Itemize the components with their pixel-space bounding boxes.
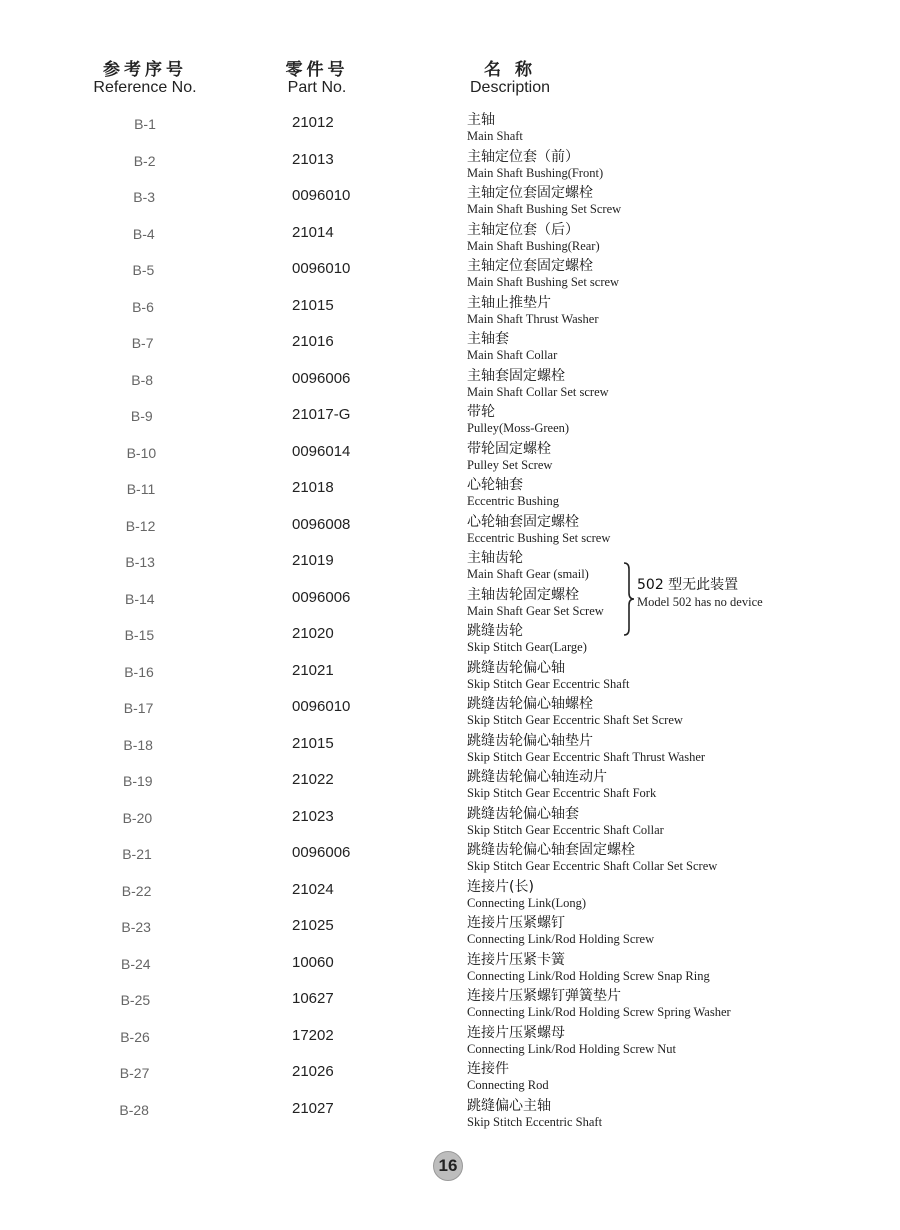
description-cn: 跳缝齿轮偏心轴螺栓: [467, 696, 593, 712]
description-en: Main Shaft Gear Set Screw: [467, 603, 604, 618]
table-row: [0, 986, 900, 1023]
reference-no: B-1: [134, 116, 156, 132]
reference-no: B-26: [120, 1028, 150, 1045]
reference-no: B-13: [125, 554, 155, 570]
description-cn: 跳缝齿轮偏心轴套: [467, 805, 579, 822]
table-row: [0, 694, 900, 731]
reference-no: B-20: [122, 809, 153, 826]
part-no: 21015: [292, 734, 334, 752]
description-cn: 跳缝齿轮: [467, 623, 523, 639]
reference-no: B-9: [130, 408, 153, 424]
reference-no: B-21: [122, 846, 152, 862]
part-no: 21013: [292, 150, 334, 168]
table-row: [0, 293, 900, 330]
description-en: Main Shaft: [467, 129, 523, 143]
table-row: [0, 950, 900, 987]
description-cn: 主轴齿轮: [467, 550, 523, 566]
description: [467, 186, 621, 216]
description-cn: 带轮: [467, 404, 495, 420]
description-cn: 连接片压紧螺钉弹簧垫片: [467, 988, 621, 1004]
description-en: Connecting Link/Rod Holding Screw: [467, 932, 655, 946]
description-en: Connecting Link(Long): [467, 895, 587, 910]
description: [467, 223, 600, 253]
description-cn: 连接件: [467, 1061, 509, 1077]
part-no: 0096014: [292, 442, 351, 460]
description: [467, 807, 664, 837]
reference-no: B-11: [126, 481, 156, 497]
part-no: 21018: [292, 479, 334, 496]
table-row: [0, 804, 900, 841]
description-en: Connecting Rod: [467, 1078, 549, 1092]
table-row: [0, 548, 900, 585]
description: [467, 478, 559, 508]
part-no: 21026: [292, 1063, 334, 1080]
description-en: Main Shaft Bushing Set Screw: [467, 202, 622, 216]
description-cn: 主轴套: [467, 331, 509, 347]
table-row: [0, 512, 900, 549]
reference-no: B-5: [132, 262, 155, 278]
description: [467, 697, 683, 727]
reference-no: B-28: [119, 1101, 149, 1118]
model-note: [637, 578, 763, 609]
description: [467, 734, 705, 764]
description: [467, 916, 654, 946]
description-cn: 跳缝齿轮偏心轴套固定螺栓: [467, 842, 635, 858]
part-no: 21014: [292, 223, 334, 241]
part-no: 0096010: [292, 698, 351, 715]
description-en: Skip Stitch Gear Eccentric Shaft Thrust Washer: [467, 749, 706, 764]
description: [467, 405, 569, 435]
description: [467, 661, 629, 691]
group-brace: [621, 562, 635, 636]
part-no: 10627: [292, 990, 334, 1007]
description-en: Main Shaft Bushing(Rear): [467, 238, 600, 253]
part-no: 21016: [292, 333, 334, 350]
reference-no: B-7: [131, 335, 154, 351]
part-no: 21021: [292, 661, 334, 679]
header-description: [462, 62, 558, 96]
description-en: Pulley Set Screw: [467, 457, 553, 472]
table-row: [0, 183, 900, 220]
description: [467, 369, 609, 399]
description: [467, 442, 552, 472]
description-en: Skip Stitch Gear(Large): [467, 640, 587, 654]
part-no: 10060: [292, 953, 334, 971]
table-row: [0, 329, 900, 366]
header-reference-en: Reference No.: [93, 79, 197, 96]
description-en: Main Shaft Collar: [467, 348, 558, 362]
description-en: Main Shaft Gear (smail): [467, 567, 589, 581]
description-cn: 跳缝齿轮偏心轴: [467, 659, 565, 676]
description: [467, 588, 604, 618]
table-row: [0, 439, 900, 476]
description: [467, 843, 717, 873]
description-cn: 连接片压紧螺钉: [467, 915, 565, 931]
table-row: [0, 402, 900, 439]
part-no: 21012: [292, 114, 334, 131]
description-cn: 主轴定位套固定螺栓: [467, 185, 593, 201]
reference-no: B-6: [132, 298, 154, 315]
reference-no: B-8: [131, 371, 154, 388]
reference-no: B-24: [121, 955, 151, 972]
description-cn: 主轴定位套固定螺栓: [467, 258, 593, 274]
description-cn: 心轮轴套固定螺栓: [467, 513, 579, 530]
reference-no: B-25: [120, 992, 151, 1008]
reference-no: B-22: [121, 882, 152, 899]
description: [467, 259, 619, 289]
header-description-en: Description: [469, 79, 551, 96]
header-description-cn: 名 称: [484, 60, 536, 80]
header-reference-cn: 参考序号: [103, 60, 187, 80]
table-row: [0, 147, 900, 184]
description-en: Skip Stitch Gear Eccentric Shaft: [467, 676, 630, 691]
reference-no: B-17: [123, 700, 154, 716]
description-cn: 主轴齿轮固定螺栓: [467, 586, 579, 603]
reference-no: B-18: [123, 736, 153, 753]
description-en: Connecting Link/Rod Holding Screw Nut: [467, 1041, 677, 1056]
description-en: Skip Stitch Gear Eccentric Shaft Set Screw: [467, 713, 683, 727]
description: [467, 989, 731, 1019]
part-no: 0096006: [292, 844, 351, 861]
header-part-no: [262, 62, 372, 96]
description-en: Main Shaft Bushing(Front): [467, 165, 604, 180]
description: [467, 953, 710, 983]
table-row: [0, 475, 900, 512]
description: [467, 332, 557, 362]
table-row: [0, 658, 900, 695]
table-row: [0, 256, 900, 293]
part-no: 21025: [292, 917, 334, 934]
reference-no: B-23: [121, 919, 151, 935]
table-row: [0, 366, 900, 403]
reference-no: B-10: [126, 444, 157, 461]
part-no: 0096006: [292, 588, 351, 606]
reference-no: B-27: [119, 1065, 150, 1081]
part-no: 0096008: [292, 515, 351, 533]
description-cn: 跳缝齿轮偏心轴垫片: [467, 732, 593, 749]
page-number: 16: [433, 1151, 463, 1181]
header-reference-no: [80, 62, 210, 96]
description-cn: 连接片压紧螺母: [467, 1024, 565, 1041]
table-row: [0, 1096, 900, 1133]
description: [467, 150, 603, 180]
description: [467, 551, 589, 581]
reference-no: B-15: [124, 627, 155, 643]
description: [467, 515, 610, 545]
table-row: [0, 913, 900, 950]
description-en: Main Shaft Thrust Washer: [467, 311, 599, 326]
description: [467, 880, 586, 910]
description-en: Skip Stitch Gear Eccentric Shaft Fork: [467, 786, 657, 800]
part-no: 21015: [292, 296, 334, 314]
description: [467, 1026, 676, 1056]
description-en: Main Shaft Bushing Set screw: [467, 275, 620, 289]
description: [467, 113, 523, 143]
part-no: 21019: [292, 552, 334, 569]
description-en: Eccentric Bushing: [467, 494, 559, 508]
table-row: [0, 840, 900, 877]
description-cn: 主轴: [467, 112, 495, 128]
part-no: 21017-G: [292, 406, 351, 423]
reference-no: B-2: [133, 152, 156, 169]
description-en: Pulley(Moss-Green): [467, 421, 570, 435]
model-note-en: Model 502 has no device: [637, 595, 763, 609]
part-no: 21024: [292, 880, 334, 898]
description-en: Main Shaft Collar Set screw: [467, 384, 609, 399]
table-row: [0, 731, 900, 768]
description-en: Skip Stitch Eccentric Shaft: [467, 1114, 603, 1129]
description: [467, 1099, 602, 1129]
part-no: 21027: [292, 1099, 334, 1117]
description-cn: 主轴定位套（后）: [467, 221, 579, 238]
header-part-cn: 零件号: [285, 60, 349, 80]
description-cn: 心轮轴套: [467, 477, 523, 493]
part-no: 0096010: [292, 187, 351, 204]
reference-no: B-4: [132, 225, 155, 242]
reference-no: B-19: [123, 773, 153, 789]
model-note-cn: 502 型无此装置: [637, 577, 739, 593]
description: [467, 624, 587, 654]
reference-no: B-3: [133, 189, 156, 205]
description: [467, 296, 599, 326]
table-row: [0, 1059, 900, 1096]
reference-no: B-16: [124, 663, 154, 680]
reference-no: B-14: [125, 590, 155, 607]
description-cn: 主轴套固定螺栓: [467, 367, 565, 384]
description-cn: 连接片压紧卡簧: [467, 951, 565, 968]
part-no: 17202: [292, 1026, 334, 1044]
description: [467, 1062, 549, 1092]
description-cn: 跳缝偏心主轴: [467, 1097, 551, 1114]
description-cn: 带轮固定螺栓: [467, 440, 551, 457]
description-en: Skip Stitch Gear Eccentric Shaft Collar: [467, 822, 664, 837]
table-row: [0, 767, 900, 804]
description-en: Skip Stitch Gear Eccentric Shaft Collar Set Screw: [467, 859, 718, 873]
table-row: [0, 110, 900, 147]
description-en: Eccentric Bushing Set screw: [467, 530, 611, 545]
description-en: Connecting Link/Rod Holding Screw Spring Washer: [467, 1005, 731, 1019]
table-row: [0, 1023, 900, 1060]
table-row: [0, 585, 900, 622]
table-row: [0, 621, 900, 658]
description: [467, 770, 656, 800]
description-cn: 主轴止推垫片: [467, 294, 551, 311]
reference-no: B-12: [125, 517, 156, 534]
part-no: 21022: [292, 771, 334, 788]
description-en: Connecting Link/Rod Holding Screw Snap Ring: [467, 968, 710, 983]
table-row: [0, 220, 900, 257]
part-no: 0096006: [292, 369, 351, 387]
header-part-en: Part No.: [287, 79, 347, 96]
description-cn: 连接片(长): [467, 878, 534, 895]
description-cn: 主轴定位套（前）: [467, 148, 579, 165]
description-cn: 跳缝齿轮偏心轴连动片: [467, 769, 607, 785]
part-no: 21020: [292, 625, 334, 642]
table-row: [0, 877, 900, 914]
part-no: 0096010: [292, 260, 351, 277]
part-no: 21023: [292, 807, 334, 825]
